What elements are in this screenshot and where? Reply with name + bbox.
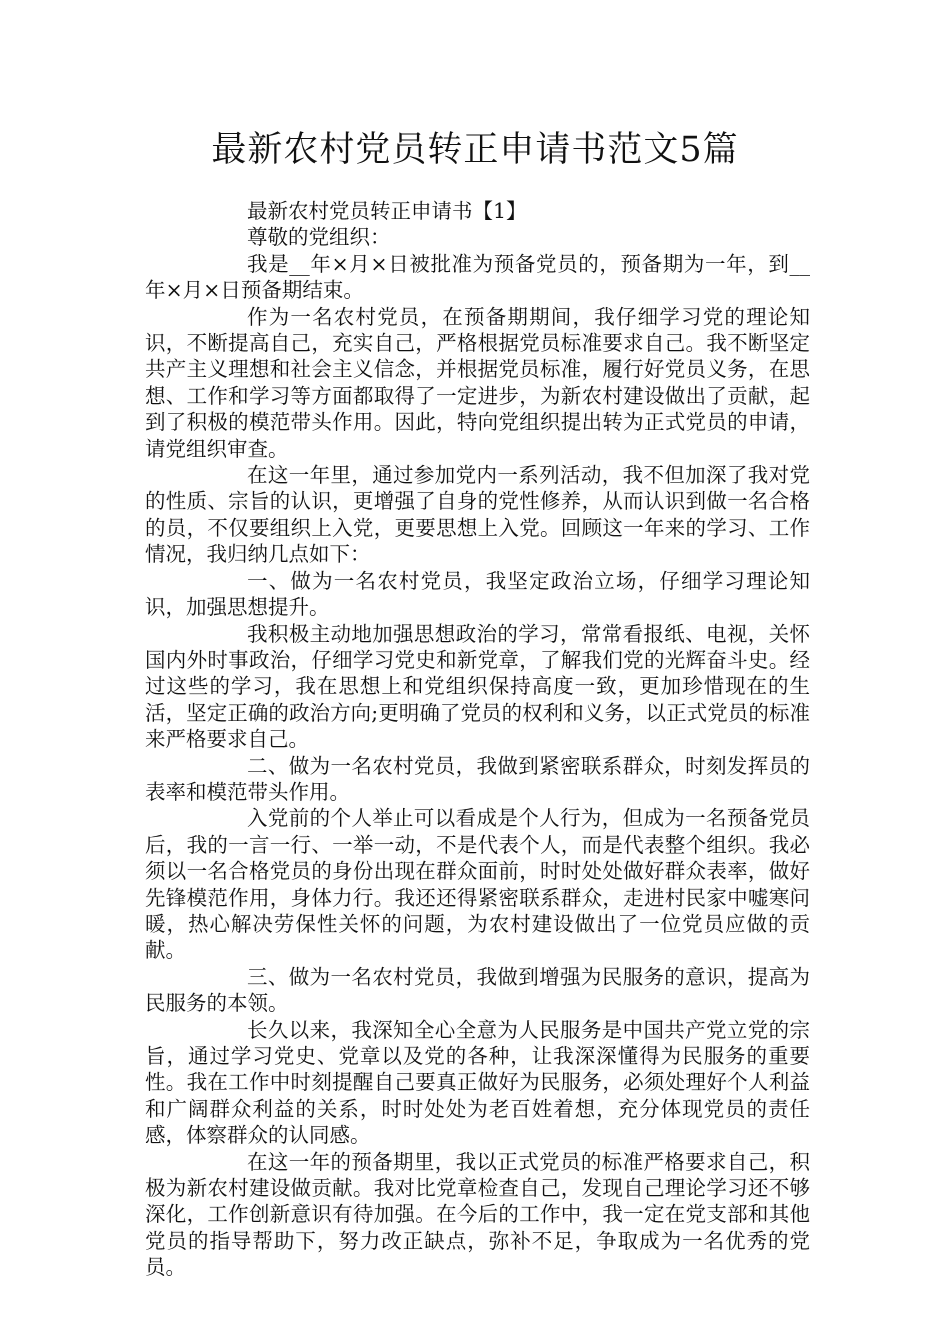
closing-paragraph: 在这一年的预备期里，我以正式党员的标准严格要求自己，积极为新农村建设做贡献。我对比党章检查自己，发现自己理论学习还不够深化，工作创新意识有待加强。在今后的工作中，我一定在党支部和其他党员的指导帮助下，努力改正缺点，弥补不足，争取成为一名优秀的党员。 [145,1149,810,1280]
salutation: 尊敬的党组织： [247,225,391,250]
section-heading-3: 三、做为一名农村党员，我做到增强为民服务的意识，提高为民服务的本领。 [145,964,810,1016]
paragraph: 长久以来，我深知全心全意为人民服务是中国共产党立党的宗旨，通过学习党史、党章以及党的各种，让我深深懂得为民服务的重要性。我在工作中时刻提醒自己要真正做好为民服务，必须处理好个人利益和广阔群众利益的关系，时时处处为老百姓着想，充分体现党员的责任感，体察群众的认同感。 [145,1017,810,1148]
document-body [145,198,810,1281]
section-heading-1: 一、做为一名农村党员，我坚定政治立场，仔细学习理论知识，加强思想提升。 [145,568,810,620]
document-title: 最新农村党员转正申请书范文5篇 [211,130,739,170]
paragraph: 我积极主动地加强思想政治的学习，常常看报纸、电视，关怀国内外时事政治，仔细学习党史和新党章，了解我们党的光辉奋斗史。经过这些的学习，我在思想上和党组织保持高度一致，更加珍惜现在的生活，坚定正确的政治方向;更明确了党员的权利和义务，以正式党员的标准来严格要求自己。 [145,621,810,752]
paragraph: 作为一名农村党员，在预备期期间，我仔细学习党的理论知识，不断提高自己，充实自己，严格根据党员标准要求自己。我不断坚定共产主义理想和社会主义信念，并根据党员标准，履行好党员义务，在思想、工作和学习等方面都取得了一定进步，为新农村建设做出了贡献，起到了积极的模范带头作用。因此，特向党组织提出转为正式党员的申请，请党组织审查。 [145,304,810,461]
letter-heading: 最新农村党员转正申请书【1】 [247,199,527,223]
paragraph: 入党前的个人举止可以看成是个人行为，但成为一名预备党员后，我的一言一行、一举一动，不是代表个人，而是代表整个组织。我必须以一名合格党员的身份出现在群众面前，时时处处做好群众表率，做好先锋模范作用，身体力行。我还还得紧密联系群众，走进村民家中嘘寒问暖，热心解决劳保性关怀的问题，为农村建设做出了一位党员应做的贡献。 [145,806,810,963]
paragraph: 在这一年里，通过参加党内一系列活动，我不但加深了我对党的性质、宗旨的认识，更增强了自身的党性修养，从而认识到做一名合格的员，不仅要组织上入党，更要思想上入党。回顾这一年来的学习、工作情况，我归纳几点如下： [145,463,810,567]
section-heading-2: 二、做为一名农村党员，我做到紧密联系群众，时刻发挥员的表率和模范带头作用。 [145,753,810,804]
paragraph: 我是__年×月×日被批准为预备党员的，预备期为一年，到__年×月×日预备期结束。 [145,251,810,303]
